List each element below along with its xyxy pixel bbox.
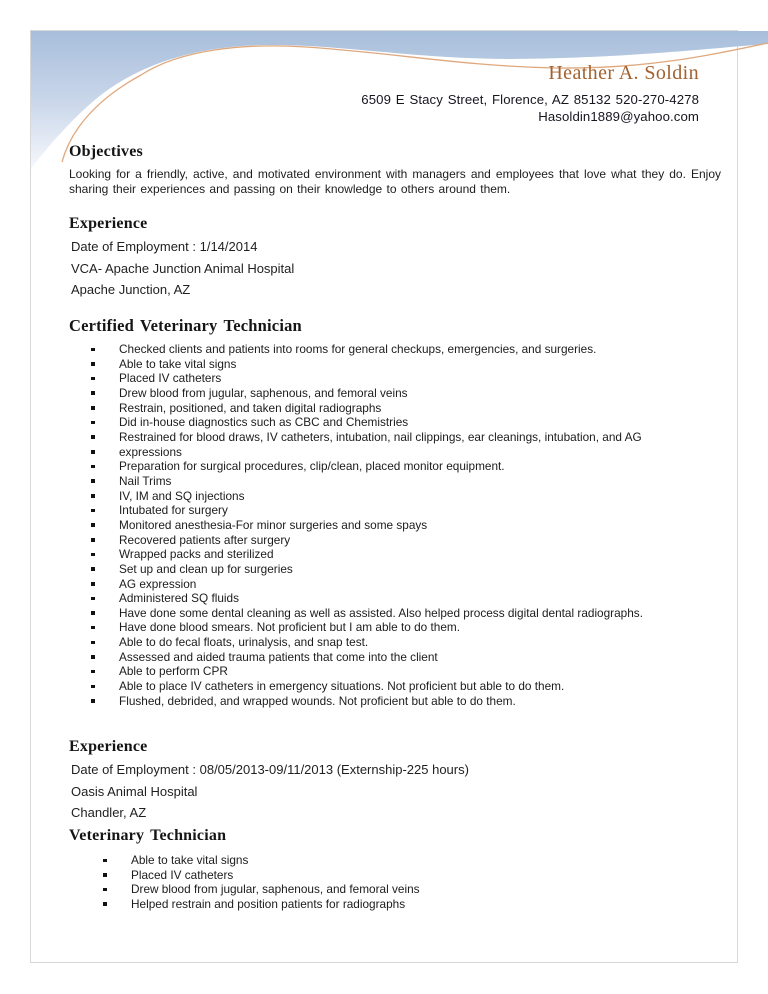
contact-email: Hasoldin1889@yahoo.com bbox=[538, 109, 699, 124]
contact-address: 6509 E Stacy Street, Florence, AZ 85132 520-270-4278 bbox=[361, 92, 699, 107]
bullet-item: expressions bbox=[69, 445, 643, 460]
bullet-item: Monitored anesthesia-For minor surgeries and some spays bbox=[69, 518, 643, 533]
vet-tech-heading: Veterinary Technician bbox=[69, 827, 227, 844]
bullet-item: Able to do fecal floats, urinalysis, and snap test. bbox=[69, 635, 643, 650]
bullet-item: Have done some dental cleaning as well as assisted. Also helped process digital dental radiographs. bbox=[69, 606, 643, 621]
bullet-item: Placed IV catheters bbox=[69, 371, 643, 386]
experience1-date: Date of Employment : 1/14/2014 bbox=[71, 239, 258, 254]
bullet-item: Able to take vital signs bbox=[69, 357, 643, 372]
bullet-item: IV, IM and SQ injections bbox=[69, 489, 643, 504]
objectives-text: Looking for a friendly, active, and motivated environment with managers and employees that love what they do. Enjoy sharing their experiences and passing on their knowledge to others around them. bbox=[69, 167, 721, 197]
bullet-item: AG expression bbox=[69, 577, 643, 592]
bullet-item: Intubated for surgery bbox=[69, 503, 643, 518]
bullet-item: Have done blood smears. Not proficient but I am able to do them. bbox=[69, 620, 643, 635]
bullet-item: Did in-house diagnostics such as CBC and Chemistries bbox=[69, 415, 643, 430]
certified-vet-tech-duties-list bbox=[69, 342, 643, 708]
header-contact-block bbox=[361, 61, 699, 125]
bullet-item: Restrained for blood draws, IV catheters, intubation, nail clippings, ear cleanings, intubation, and AG bbox=[69, 430, 643, 445]
bullet-item: Assessed and aided trauma patients that come into the client bbox=[69, 650, 643, 665]
experience2-date: Date of Employment : 08/05/2013-09/11/2013 (Externship-225 hours) bbox=[71, 762, 469, 777]
resume-page bbox=[30, 30, 738, 963]
bullet-item: Restrain, positioned, and taken digital radiographs bbox=[69, 401, 643, 416]
experience1-location: Apache Junction, AZ bbox=[71, 282, 191, 297]
experience1-details bbox=[71, 236, 294, 301]
bullet-item: Drew blood from jugular, saphenous, and femoral veins bbox=[69, 882, 420, 897]
person-name: Heather A. Soldin bbox=[548, 62, 699, 84]
bullet-item: Checked clients and patients into rooms for general checkups, emergencies, and surgeries. bbox=[69, 342, 643, 357]
bullet-item: Able to take vital signs bbox=[69, 853, 420, 868]
experience2-location: Chandler, AZ bbox=[71, 805, 147, 820]
bullet-item: Drew blood from jugular, saphenous, and femoral veins bbox=[69, 386, 643, 401]
bullet-item: Flushed, debrided, and wrapped wounds. Not proficient but able to do them. bbox=[69, 694, 643, 709]
experience2-employer: Oasis Animal Hospital bbox=[71, 783, 198, 799]
bullet-item: Helped restrain and position patients for radiographs bbox=[69, 897, 420, 912]
experience1-employer: VCA- Apache Junction Animal Hospital bbox=[71, 260, 295, 276]
bullet-item: Able to perform CPR bbox=[69, 664, 643, 679]
bullet-item: Preparation for surgical procedures, clip/clean, placed monitor equipment. bbox=[69, 459, 643, 474]
experience2-details bbox=[71, 759, 469, 824]
bullet-item: Administered SQ fluids bbox=[69, 591, 643, 606]
certified-vet-tech-heading: Certified Veterinary Technician bbox=[69, 316, 302, 335]
bullet-item: Nail Trims bbox=[69, 474, 643, 489]
experience2-heading: Experience bbox=[69, 738, 148, 755]
bullet-item: Set up and clean up for surgeries bbox=[69, 562, 643, 577]
bullet-item: Wrapped packs and sterilized bbox=[69, 547, 643, 562]
bullet-item: Placed IV catheters bbox=[69, 868, 420, 883]
objectives-heading: Objectives bbox=[69, 143, 143, 160]
vet-tech-duties-list bbox=[69, 853, 420, 911]
bullet-item: Able to place IV catheters in emergency situations. Not proficient but able to do them. bbox=[69, 679, 643, 694]
experience1-heading: Experience bbox=[69, 215, 148, 232]
bullet-item: Recovered patients after surgery bbox=[69, 533, 643, 548]
